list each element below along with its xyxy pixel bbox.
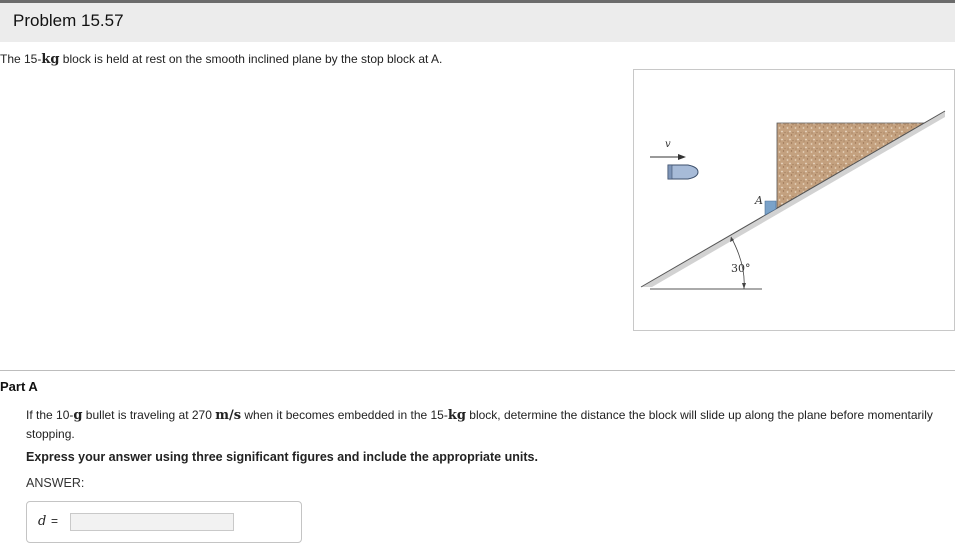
question-text-4: block, determine the distance the block will slide up along the plane before momentarily stopping. xyxy=(26,408,933,441)
intro-text-1: The 15- xyxy=(0,52,42,66)
intro-unit: kg xyxy=(41,52,60,67)
incline-diagram xyxy=(634,70,954,330)
answer-variable: d xyxy=(38,514,47,529)
answer-equals: = xyxy=(51,514,59,528)
answer-label: ANSWER: xyxy=(26,476,85,490)
problem-title: Problem 15.57 xyxy=(13,11,124,30)
angle-label: 30° xyxy=(731,262,751,275)
angle-arrowhead-bottom xyxy=(742,283,746,289)
problem-figure xyxy=(633,69,955,331)
velocity-label: v xyxy=(665,139,671,150)
question-text xyxy=(26,406,941,444)
question-unit-ms: m/s xyxy=(215,408,242,423)
part-label: Part A xyxy=(0,379,38,394)
answer-input[interactable] xyxy=(70,513,234,531)
question-text-2: bullet is traveling at 270 xyxy=(82,408,216,422)
instruction-text: Express your answer using three significant figures and include the appropriate units. xyxy=(26,450,538,464)
bullet-base xyxy=(668,165,672,179)
answer-box xyxy=(26,501,302,543)
intro-text-2: block is held at rest on the smooth inclined plane by the stop block at A. xyxy=(59,52,443,66)
block xyxy=(777,123,924,208)
bullet xyxy=(668,165,698,179)
question-text-1: If the 10- xyxy=(26,408,74,422)
section-divider xyxy=(0,370,955,371)
problem-intro xyxy=(0,52,442,67)
question-unit-kg: kg xyxy=(447,408,466,423)
question-unit-g: g xyxy=(73,408,83,423)
velocity-arrowhead xyxy=(678,154,686,160)
stop-label: A xyxy=(755,194,763,207)
question-text-3: when it becomes embedded in the 15- xyxy=(241,408,448,422)
problem-header xyxy=(0,3,955,42)
